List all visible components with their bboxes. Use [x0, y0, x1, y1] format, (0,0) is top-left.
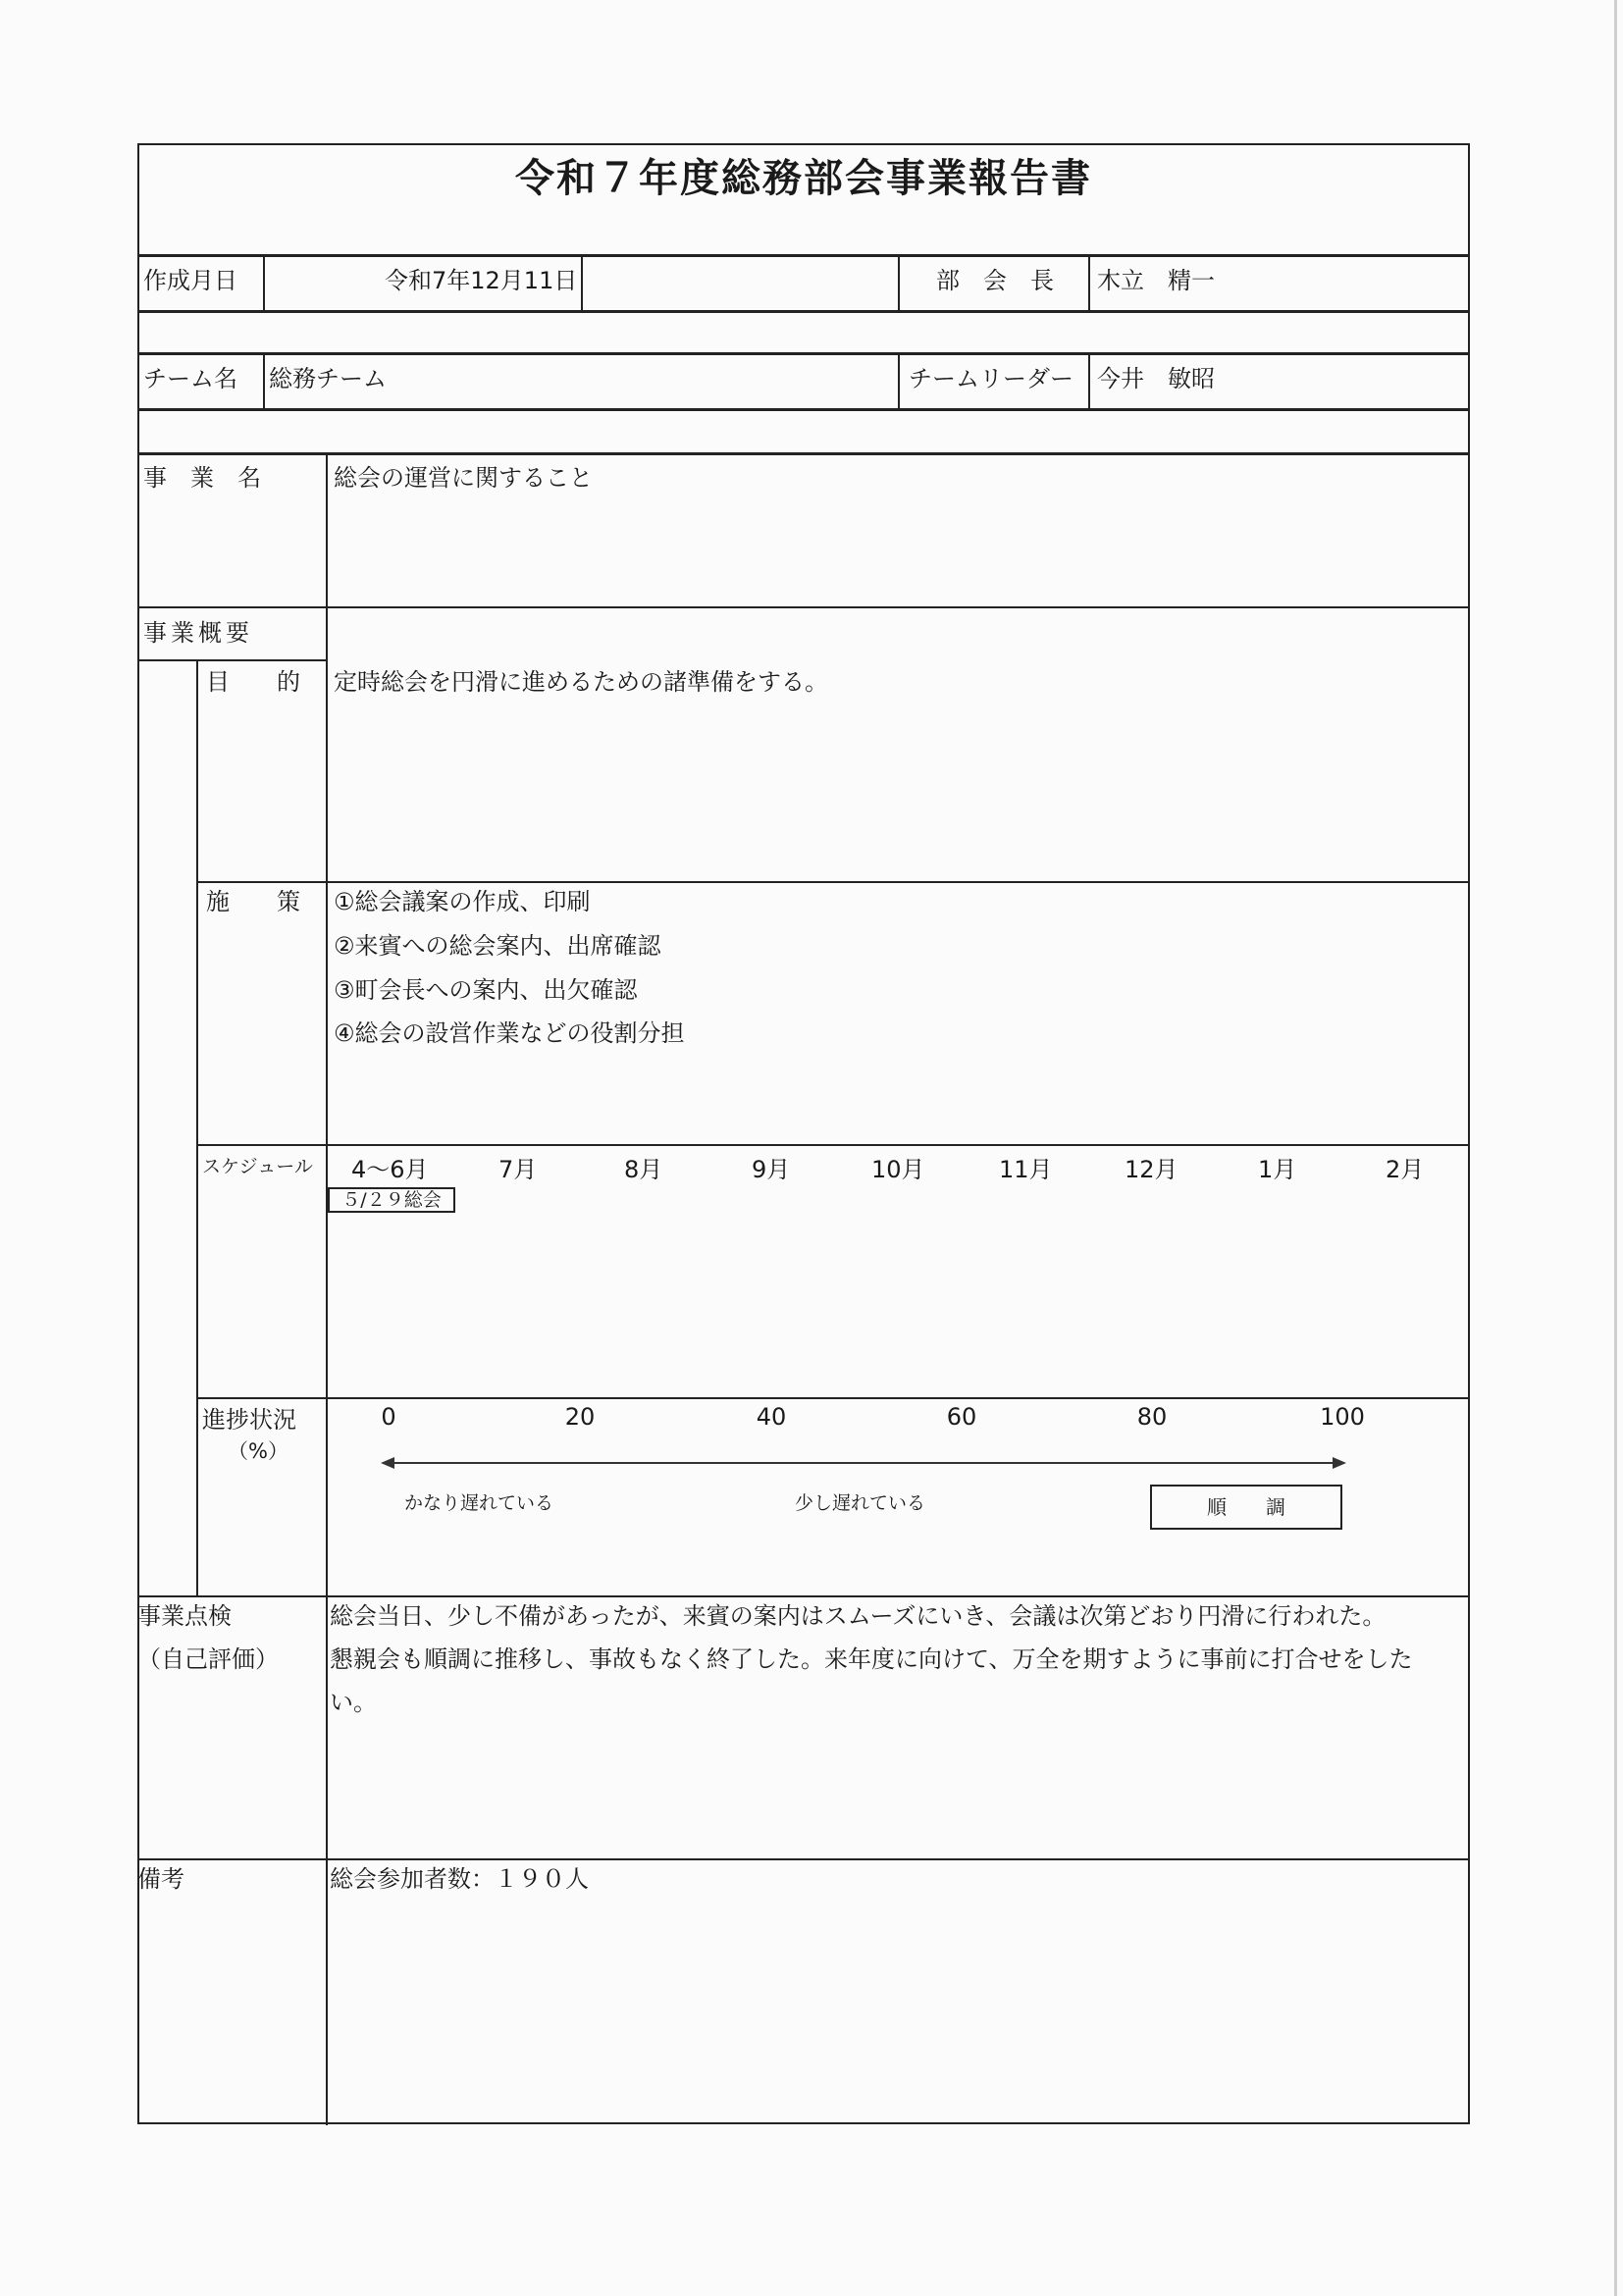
schedule-month: 10月 [871, 1156, 925, 1183]
measure-item: ②来賓への総会案内、出席確認 [334, 932, 661, 960]
leader-value: 今井 敏昭 [1097, 365, 1215, 392]
project-name-label: 事 業 名 [143, 464, 261, 492]
progress-tick: 20 [564, 1403, 596, 1431]
status-on-track-box: 順 調 [1150, 1485, 1342, 1530]
schedule-month: 2月 [1386, 1156, 1425, 1183]
created-label: 作成月日 [143, 267, 237, 294]
team-label: チーム名 [143, 365, 237, 392]
chair-label: 部 会 長 [936, 267, 1054, 294]
purpose-label: 目 的 [206, 668, 300, 696]
schedule-month: 7月 [498, 1156, 538, 1183]
overview-label: 事業概要 [143, 619, 253, 647]
project-name-value: 総会の運営に関すること [334, 464, 593, 492]
schedule-month: 4～6月 [351, 1156, 429, 1183]
measure-item: ③町会長への案内、出欠確認 [334, 976, 638, 1004]
evaluation-label: 事業点検 [137, 1602, 232, 1630]
leader-label: チームリーダー [909, 365, 1073, 392]
page-title: 令和７年度総務部会事業報告書 [515, 156, 1092, 201]
progress-tick: 100 [1320, 1403, 1365, 1431]
remarks-label: 備考 [137, 1865, 184, 1893]
team-value: 総務チーム [269, 365, 387, 392]
progress-tick: 40 [756, 1403, 787, 1431]
progress-unit: （%） [228, 1439, 288, 1463]
schedule-month: 11月 [999, 1156, 1053, 1183]
evaluation-label-sub: （自己評価） [137, 1645, 279, 1673]
progress-label: 進捗状況 [202, 1406, 296, 1434]
schedule-month: 9月 [752, 1156, 791, 1183]
schedule-label: スケジュール [202, 1156, 313, 1177]
created-value: 令和7年12月11日 [385, 267, 578, 294]
evaluation-line: 懇親会も順調に推移し、事故もなく終了した。来年度に向けて、万全を期すように事前に打合せをした [330, 1645, 1413, 1673]
progress-tick: 0 [381, 1403, 396, 1431]
spacer-row-2 [137, 409, 1470, 454]
schedule-month: 12月 [1125, 1156, 1178, 1183]
scan-edge [1614, 0, 1617, 2296]
remarks-value: 総会参加者数：１９０人 [330, 1865, 589, 1893]
progress-tick: 60 [946, 1403, 977, 1431]
status-far-behind: かなり遅れている [404, 1492, 554, 1514]
schedule-event-box: ５/２９総会 [328, 1187, 455, 1213]
measure-item: ①総会議案の作成、印刷 [334, 888, 591, 915]
schedule-month: 1月 [1258, 1156, 1297, 1183]
status-slightly-behind: 少し遅れている [795, 1492, 926, 1514]
spacer-row-1 [137, 311, 1470, 354]
progress-arrow [381, 1452, 1346, 1474]
measure-item: ④総会の設営作業などの役割分担 [334, 1019, 685, 1047]
chair-value: 木立 精一 [1097, 267, 1215, 294]
measures-label: 施 策 [206, 888, 300, 915]
evaluation-line: 総会当日、少し不備があったが、来賓の案内はスムーズにいき、会議は次第どおり円滑に行われた。 [330, 1602, 1387, 1630]
evaluation-line: い。 [330, 1689, 377, 1716]
schedule-month: 8月 [624, 1156, 663, 1183]
progress-tick: 80 [1136, 1403, 1168, 1431]
purpose-value: 定時総会を円滑に進めるための諸準備をする。 [334, 668, 828, 696]
